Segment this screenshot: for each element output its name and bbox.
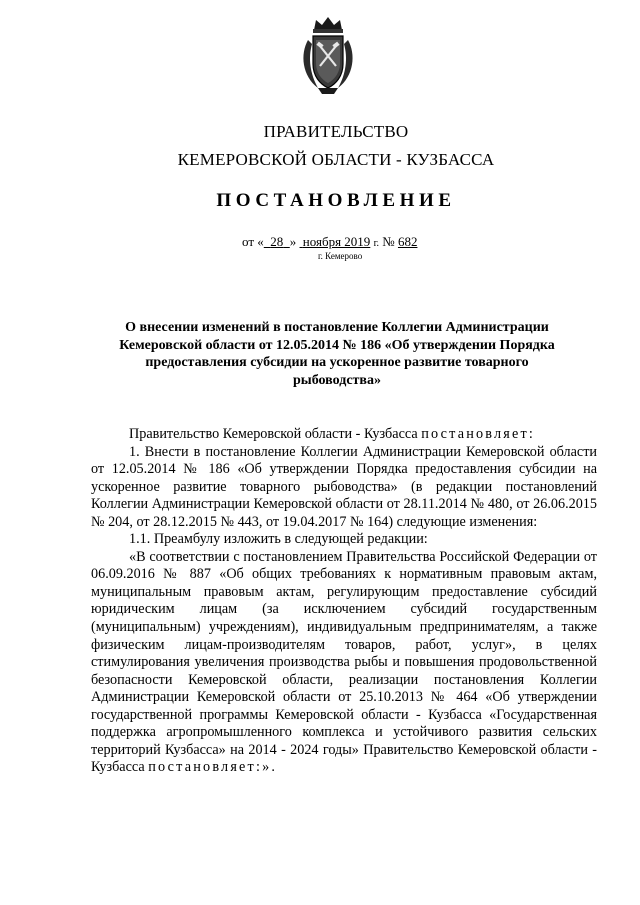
paragraph-1: 1. Внести в постановление Коллегии Администрации Кемеровской области от 12.05.2014 № 186 «Об утверждении Порядка предоставления субсидии на ускоренное развитие товарного рыбоводства» (в редакции постановлений Коллегии Администрации Кемеровской области от 28.11.2014 № 480, от 26.06.2015 № 204, от 28.12.2015 № 443, от 19.04.2017 № 164) следующие изменения: xyxy=(91,443,597,530)
date-number-line xyxy=(242,234,417,250)
preamble-decree-word: постановляет:». xyxy=(148,759,278,776)
document-heading: О внесении изменений в постановление Коллегии Администрации Кемеровской области от 12.05.2014 № 186 «Об утверждении Порядка предоставления субсидии на ускоренное развитие товарного рыбоводства» xyxy=(119,320,555,388)
date-prefix: от « xyxy=(242,234,264,249)
date-year-suffix: г. xyxy=(373,238,380,249)
date-month-year: ноября 2019 xyxy=(302,234,371,249)
document-body xyxy=(91,426,597,777)
paragraph-preamble: «В соответствии с постановлением Правительства Российской Федерации от 06.09.2016 № 887 «Об общих требованиях к нормативным правовым актам, муниципальным правовым актам, регулирующим предоставление субсидий юридическим лицам (за исключением субсидий государственным (муниципальным) учреждениям), индивидуальным предпринимателям, а также физическим лицам-производителям товаров, работ, услуг», в целях стимулирования увеличения производства рыбы и повышения продовольственной безопасности Кемеровской области, реализации постановления Коллегии Администрации Кемеровской области от 25.10.2013 № 464 «Об утверждении государственной программы Кемеровской области - Кузбасса «Государственная поддержка агропромышленного комплекса и устойчивого развития сельских территорий Кузбасса» на 2014 - 2024 годы» Правительство Кемеровской области - Кузбасса постановляет:». xyxy=(91,548,597,776)
date-mid: » xyxy=(289,234,297,249)
decree-title: ПОСТАНОВЛЕНИЕ xyxy=(216,190,456,211)
paragraph-1-1: 1.1. Преамбулу изложить в следующей редакции: xyxy=(129,531,428,548)
coat-of-arms-icon xyxy=(298,14,358,96)
intro-decree-word: постановляет: xyxy=(421,426,536,442)
date-day: 28 xyxy=(270,234,284,249)
government-name-line1: ПРАВИТЕЛЬСТВО xyxy=(263,122,409,141)
government-name-line2: КЕМЕРОВСКОЙ ОБЛАСТИ - КУЗБАССА xyxy=(177,150,495,169)
city-label: г. Кемерово xyxy=(318,251,363,261)
decree-number: 682 xyxy=(397,234,418,249)
intro-paragraph: Правительство Кемеровской области - Кузбасса постановляет: xyxy=(129,426,536,442)
number-label: № xyxy=(382,234,395,249)
